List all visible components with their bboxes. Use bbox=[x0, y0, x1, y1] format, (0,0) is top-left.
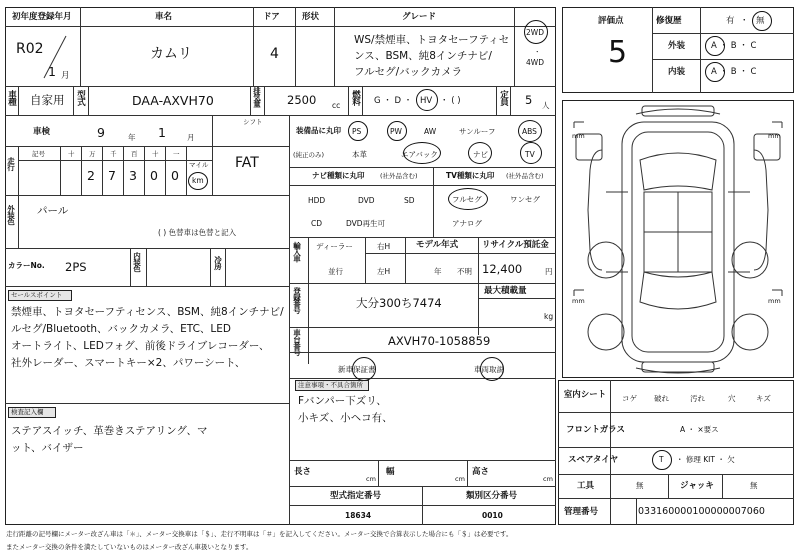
class-no-label: 類別区分番号 bbox=[466, 491, 518, 501]
warranty-a: 新車保証書 bbox=[338, 365, 376, 374]
inspection-month: 1 bbox=[158, 125, 166, 140]
dim-height-unit: cm bbox=[543, 475, 553, 483]
inspector-label: 検査記入欄 bbox=[11, 408, 44, 416]
equip-abs: ABS bbox=[522, 127, 537, 136]
mileage-unit-1: 十 bbox=[68, 150, 75, 158]
chassis-value: AXVH70-1058859 bbox=[388, 334, 491, 348]
inspector-line-2: ット、バイザー bbox=[11, 442, 84, 454]
mgmt-label: 管理番号 bbox=[564, 507, 599, 517]
seat-opt-5: キズ bbox=[756, 394, 771, 403]
sales-line-3: オートライト、LEDフォグ、前後ドライブレコーダー、 bbox=[11, 340, 270, 352]
windshield-label: フロントガラス bbox=[566, 425, 625, 435]
windshield-opts: A ・ ×要ス bbox=[680, 425, 719, 434]
nav-dvd: DVD bbox=[358, 196, 375, 205]
mileage-digit-5: 0 bbox=[171, 168, 179, 183]
nav-type-title: ナビ種類に丸印 bbox=[312, 171, 365, 180]
seat-opt-2: 破れ bbox=[654, 394, 669, 403]
tv-fullseg: フルセグ bbox=[452, 195, 482, 204]
tools-label: 工具 bbox=[577, 481, 595, 491]
equip-ps: PS bbox=[352, 127, 362, 136]
sales-point-label: セールスポイント bbox=[11, 291, 63, 299]
equip-sunroof: サンルーフ bbox=[459, 127, 496, 136]
plate-label: 登録番号 bbox=[292, 287, 302, 313]
inspection-label: 車検 bbox=[33, 127, 51, 137]
sales-line-1: 禁煙車、トヨタセーフティセンス、BSM、純8インチナビ/ bbox=[11, 306, 284, 318]
equip-aw: AW bbox=[424, 127, 437, 136]
nav-sd: SD bbox=[404, 196, 415, 205]
type-no-value: 18634 bbox=[345, 511, 372, 520]
cooler-label: 冷房 bbox=[213, 256, 223, 269]
inspection-year: 9 bbox=[97, 125, 105, 140]
max-load-label: 最大積載量 bbox=[484, 286, 527, 296]
mileage-digit-3: 3 bbox=[129, 168, 137, 183]
type-label: 車種 bbox=[6, 90, 17, 105]
color-no-label: カラーNo. bbox=[8, 261, 45, 270]
nav-type-sub: (社外品含む) bbox=[380, 172, 418, 180]
mileage-km: km bbox=[192, 176, 204, 185]
dim-height-label: 高さ bbox=[472, 467, 490, 477]
color-no-value: 2PS bbox=[65, 260, 87, 274]
interior-opts: A ・ B ・ C bbox=[711, 67, 757, 77]
type-value: 自家用 bbox=[30, 93, 65, 107]
grade-line-3: フルセグ/バックカメラ bbox=[354, 66, 463, 78]
recycle-label: リサイクル預託金 bbox=[482, 240, 549, 250]
reg-era: R02 bbox=[16, 41, 44, 57]
seat-opt-3: 汚れ bbox=[690, 394, 705, 403]
repair-no: 無 bbox=[756, 16, 765, 26]
inspector-line-1: ステアスイッチ、革巻きステアリング、マ bbox=[11, 425, 208, 437]
import-dealer: ディーラー bbox=[316, 242, 353, 251]
import-left: 左H bbox=[377, 267, 391, 276]
nav-hdd: HDD bbox=[308, 196, 326, 205]
recycle-unit: 円 bbox=[545, 267, 553, 276]
notes-line-1: Fバンパー下ズリ、 bbox=[298, 395, 387, 407]
import-parallel: 並行 bbox=[328, 267, 343, 276]
model-year-unit: 年 bbox=[434, 267, 442, 276]
model-year-value: 不明 bbox=[457, 267, 472, 276]
mileage-digit-2: 7 bbox=[108, 168, 116, 183]
shift-label: シフト bbox=[243, 118, 263, 126]
mileage-unit-2: 万 bbox=[89, 150, 96, 158]
grade-line-1: WS/禁煙車、トヨタセーフティセ bbox=[354, 34, 510, 46]
mileage-unit-4: 百 bbox=[131, 150, 138, 158]
grade-line-2: ンス、BSM、純8インチナビ/ bbox=[354, 50, 492, 62]
fuel-label: 燃料 bbox=[350, 90, 361, 105]
nav-cd: CD bbox=[311, 219, 323, 228]
import-right: 右H bbox=[377, 242, 391, 251]
equip-pw: PW bbox=[390, 127, 402, 136]
interior-label: 内装 bbox=[668, 67, 686, 77]
exterior-opts: A ・ B ・ C bbox=[711, 41, 757, 51]
equip-airbag: エアバック bbox=[401, 150, 438, 159]
interior-color-label: 内装色 bbox=[132, 252, 142, 272]
tv-type-title: TV種類に丸印 bbox=[446, 171, 495, 180]
inspection-month-unit: 月 bbox=[187, 133, 195, 142]
tools-value: 無 bbox=[636, 481, 644, 490]
tv-type-sub: (社外品含む) bbox=[506, 172, 544, 180]
tv-analog: アナログ bbox=[452, 219, 482, 228]
nav-dvd-play: DVD再生可 bbox=[346, 219, 386, 228]
spare-rest: ・ 修理 KIT ・ 欠 bbox=[676, 455, 735, 464]
drive-2wd: 2WD bbox=[526, 28, 544, 37]
inspection-year-unit: 年 bbox=[128, 133, 136, 142]
car-label: 車名 bbox=[155, 12, 173, 22]
warranty-b: 車両取説 bbox=[474, 365, 504, 374]
exterior-label: 外装 bbox=[668, 41, 686, 51]
diagram-unit-bl: mm bbox=[572, 297, 585, 305]
model-label: 型式 bbox=[75, 90, 86, 105]
model-year-label: モデル年式 bbox=[416, 240, 459, 250]
displacement-unit: cc bbox=[332, 101, 341, 110]
repair-dot: ・ bbox=[740, 16, 749, 26]
reg-month: 1 bbox=[48, 64, 56, 79]
mileage-unit-5: 十 bbox=[152, 150, 159, 158]
dim-width-unit: cm bbox=[455, 475, 465, 483]
capacity-unit: 人 bbox=[542, 101, 550, 110]
spare-t: T bbox=[659, 455, 664, 464]
dim-width-label: 幅 bbox=[386, 467, 395, 477]
fuel-options: G ・ D ・ bbox=[374, 96, 413, 106]
chassis-label: 車台番号 bbox=[292, 329, 302, 355]
notes-label: 注意事項・不具合箇所 bbox=[298, 381, 363, 389]
mileage-digit-4: 0 bbox=[150, 168, 158, 183]
score-value: 5 bbox=[608, 35, 628, 70]
diagram-unit-tl: mm bbox=[572, 132, 585, 140]
footer-line-2: またメーター交換の条件を満たしていないものはメーター改ざん車扱いとなります。 bbox=[6, 543, 253, 551]
model-value: DAA-AXVH70 bbox=[132, 93, 214, 108]
mileage-unit-3: 千 bbox=[110, 150, 117, 158]
max-load-unit: kg bbox=[544, 312, 554, 321]
diagram-unit-br: mm bbox=[768, 297, 781, 305]
repair-label: 修復歴 bbox=[656, 16, 682, 26]
repair-yes: 有 bbox=[726, 16, 735, 26]
mileage-label: 走行 bbox=[6, 157, 16, 170]
car-diagram bbox=[562, 100, 794, 378]
sales-line-4: 社外レーダー、スマートキー×2、パワーシート、 bbox=[11, 357, 246, 369]
class-no-value: 0010 bbox=[482, 511, 503, 520]
drive-4wd: 4WD bbox=[526, 58, 544, 67]
tv-oneseg: ワンセグ bbox=[510, 195, 540, 204]
reg-label: 初年度登録年月 bbox=[12, 12, 72, 22]
grade-label: グレード bbox=[402, 12, 437, 22]
plate-value: 大分300ち7474 bbox=[356, 296, 442, 310]
equipment-sub: (純正のみ) bbox=[293, 151, 325, 159]
dim-length-label: 長さ bbox=[294, 467, 312, 477]
capacity-label: 定員 bbox=[498, 90, 509, 105]
mileage-digit-1: 2 bbox=[87, 168, 95, 183]
seat-opt-4: 穴 bbox=[728, 394, 736, 403]
mgmt-value: 033160000100000007060 bbox=[638, 506, 765, 517]
jack-value: 無 bbox=[750, 481, 758, 490]
drive-dot: ・ bbox=[534, 48, 541, 56]
displacement-label: 排気量 bbox=[252, 87, 262, 107]
reg-month-unit: 月 bbox=[61, 71, 70, 81]
notes-line-2: 小キズ、小ヘコ有、 bbox=[298, 412, 393, 424]
footer-line-1: 走行距離の記号欄にメーター改ざん車は「＊」、メーター交換車は「＄」、走行不明車は「＃」を記入してください。メーター交換で合算表示した場合にも「＄」は必要です。 bbox=[6, 530, 513, 538]
fuel-hv: HV bbox=[420, 96, 433, 106]
score-label: 評価点 bbox=[598, 16, 624, 26]
displacement-value: 2500 bbox=[287, 93, 317, 107]
diagram-unit-tr: mm bbox=[768, 132, 781, 140]
equipment-title: 装備品に丸印 bbox=[296, 126, 341, 135]
equip-tv: TV bbox=[525, 150, 535, 159]
door-label: ドア bbox=[263, 12, 280, 22]
shift-value: FAT bbox=[235, 155, 259, 171]
equip-leather: 本革 bbox=[352, 150, 367, 159]
seat-opt-1: コゲ bbox=[622, 394, 637, 403]
type-no-label: 型式指定番号 bbox=[330, 491, 382, 501]
seat-label: 室内シート bbox=[563, 390, 607, 400]
capacity-value: 5 bbox=[525, 93, 533, 107]
car-name: カムリ bbox=[150, 46, 192, 62]
shape-label: 形状 bbox=[302, 12, 320, 22]
sales-line-2: ルセグ/Bluetooth、バックカメラ、ETC、LED bbox=[11, 323, 232, 335]
recycle-value: 12,400 bbox=[482, 262, 523, 276]
mileage-mark-label: 記号 bbox=[32, 150, 45, 158]
main-form-frame bbox=[5, 7, 556, 525]
equip-navi: ナビ bbox=[473, 150, 488, 159]
color-label: 外装色 bbox=[6, 205, 16, 225]
door-value: 4 bbox=[270, 46, 279, 62]
mileage-unit-6: 一 bbox=[173, 150, 180, 158]
mileage-mile: マイル bbox=[189, 161, 209, 169]
color-value: パール bbox=[37, 205, 69, 217]
fuel-other: ・ ( ) bbox=[440, 96, 461, 106]
import-label: 輸入車 bbox=[292, 242, 302, 262]
dim-length-unit: cm bbox=[366, 475, 376, 483]
jack-label: ジャッキ bbox=[680, 481, 714, 491]
spare-label: スペアタイヤ bbox=[568, 455, 619, 465]
color-note: ( ) 色替車は色替と記入 bbox=[158, 228, 237, 237]
